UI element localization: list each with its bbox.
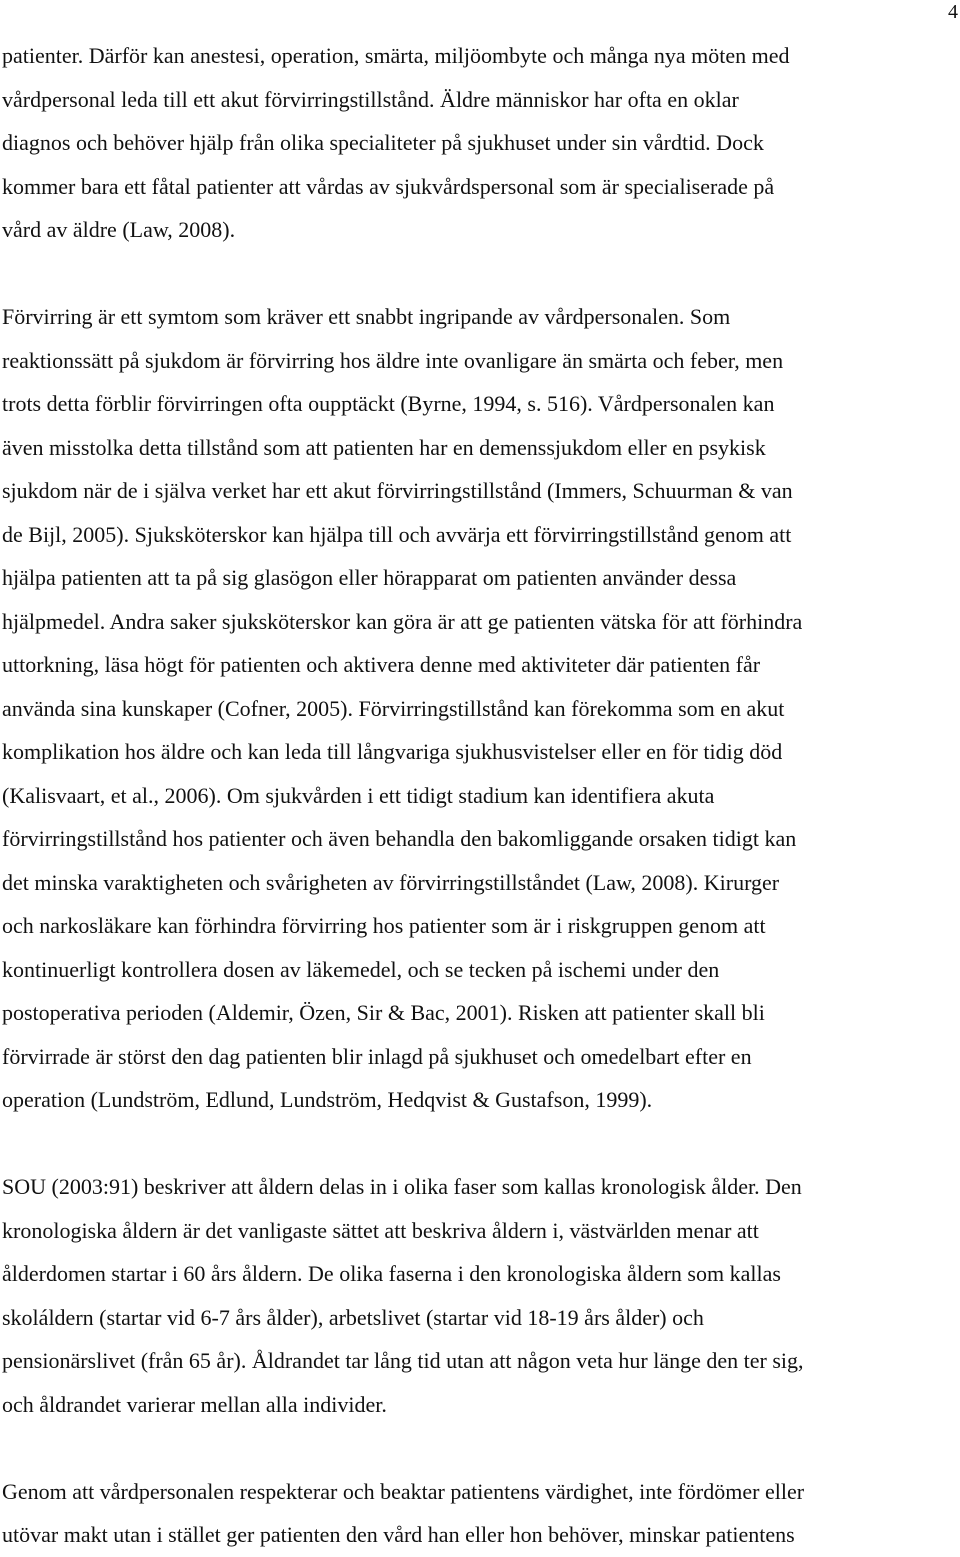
text-line: skoláldern (startar vid 6-7 års ålder), arbetslivet (startar vid 18-19 års ålder) och (2, 1304, 704, 1330)
text-line: Genom att vårdpersonalen respekterar och beaktar patientens värdighet, inte fördömer eller (2, 1478, 805, 1504)
text-line: patienter. Därför kan anestesi, operation, smärta, miljöombyte och många nya möten med (2, 43, 790, 68)
text-line: utövar makt utan i stället ger patienten den vård han eller hon behöver, minskar patientens (2, 1522, 795, 1547)
text-line: SOU (2003:91) beskriver att åldern delas in i olika faser som kallas kronologisk ålder. Den (2, 1174, 802, 1199)
paragraph-2 (2, 295, 942, 1122)
text-line: hjälpa patienten att ta på sig glasögon eller hörapparat om patienten använder dessa (2, 565, 737, 590)
text-line: reaktionssätt på sjukdom är förvirring hos äldre inte ovanligare än smärta och feber, men (2, 347, 784, 373)
text-line: kontinuerligt kontrollera dosen av läkemedel, och se tecken på ischemi under den (2, 956, 720, 982)
text-line: även misstolka detta tillstånd som att patienten har en demenssjukdom eller en psykisk (2, 434, 766, 460)
text-line: kronologiska åldern är det vanligaste sättet att beskriva åldern i, västvärlden menar att (2, 1217, 759, 1243)
text-line: hjälpmedel. Andra saker sjuksköterskor kan göra är att ge patienten vätska för att förhindra (2, 608, 803, 634)
text-line: uttorkning, läsa högt för patienten och aktivera denne med aktiviteter där patienten får (2, 652, 761, 677)
text-line: de Bijl, 2005). Sjuksköterskor kan hjälpa till och avvärja ett förvirringstillstånd genom att (2, 521, 792, 547)
document-body (2, 34, 942, 1557)
paragraph-4 (2, 1470, 942, 1557)
page-number: 4 (948, 1, 958, 23)
text-line: diagnos och behöver hjälp från olika specialiteter på sjukhuset under sin vårdtid. Dock (2, 130, 764, 155)
text-line: det minska varaktigheten och svårigheten av förvirringstillståndet (Law, 2008). Kirurger (2, 869, 780, 895)
text-line: och åldrandet varierar mellan alla individer. (2, 1391, 387, 1417)
text-line: vård av äldre (Law, 2008). (2, 217, 236, 242)
text-line: använda sina kunskaper (Cofner, 2005). Förvirringstillstånd kan förekomma som en akut (2, 695, 785, 721)
text-line: (Kalisvaart, et al., 2006). Om sjukvården i ett tidigt stadium kan identifiera akuta (2, 782, 715, 808)
text-line: sjukdom när de i själva verket har ett akut förvirringstillstånd (Immers, Schuurman & van (2, 478, 793, 503)
paragraph-spacer (2, 1122, 942, 1166)
text-line: postoperativa perioden (Aldemir, Özen, Sir & Bac, 2001). Risken att patienter skall bli (2, 1000, 765, 1025)
text-line: kommer bara ett fåtal patienter att vårdas av sjukvårdspersonal som är specialiserade på (2, 173, 775, 199)
text-line: förvirrade är störst den dag patienten blir inlagd på sjukhuset och omedelbart efter en (2, 1043, 752, 1069)
paragraph-1 (2, 34, 942, 252)
paragraph-spacer (2, 1426, 942, 1470)
paragraph-spacer (2, 252, 942, 296)
text-line: komplikation hos äldre och kan leda till långvariga sjukhusvistelser eller en för tidig död (2, 739, 783, 764)
paragraph-3 (2, 1165, 942, 1426)
text-line: pensionärslivet (från 65 år). Åldrandet tar lång tid utan att någon veta hur länge den ter sig, (2, 1348, 804, 1373)
text-line: ålderdomen startar i 60 års åldern. De olika faserna i den kronologiska åldern som kallas (2, 1261, 781, 1286)
text-line: trots detta förblir förvirringen ofta oupptäckt (Byrne, 1994, s. 516). Vårdpersonalen kan (2, 391, 775, 416)
text-line: Förvirring är ett symtom som kräver ett snabbt ingripande av vårdpersonalen. Som (2, 304, 731, 329)
text-line: förvirringstillstånd hos patienter och även behandla den bakomliggande orsaken tidigt kan (2, 826, 797, 851)
text-line: operation (Lundström, Edlund, Lundström, Hedqvist & Gustafson, 1999). (2, 1087, 653, 1112)
text-line: vårdpersonal leda till ett akut förvirringstillstånd. Äldre människor har ofta en oklar (2, 86, 739, 112)
text-line: och narkosläkare kan förhindra förvirring hos patienter som är i riskgruppen genom att (2, 913, 766, 938)
